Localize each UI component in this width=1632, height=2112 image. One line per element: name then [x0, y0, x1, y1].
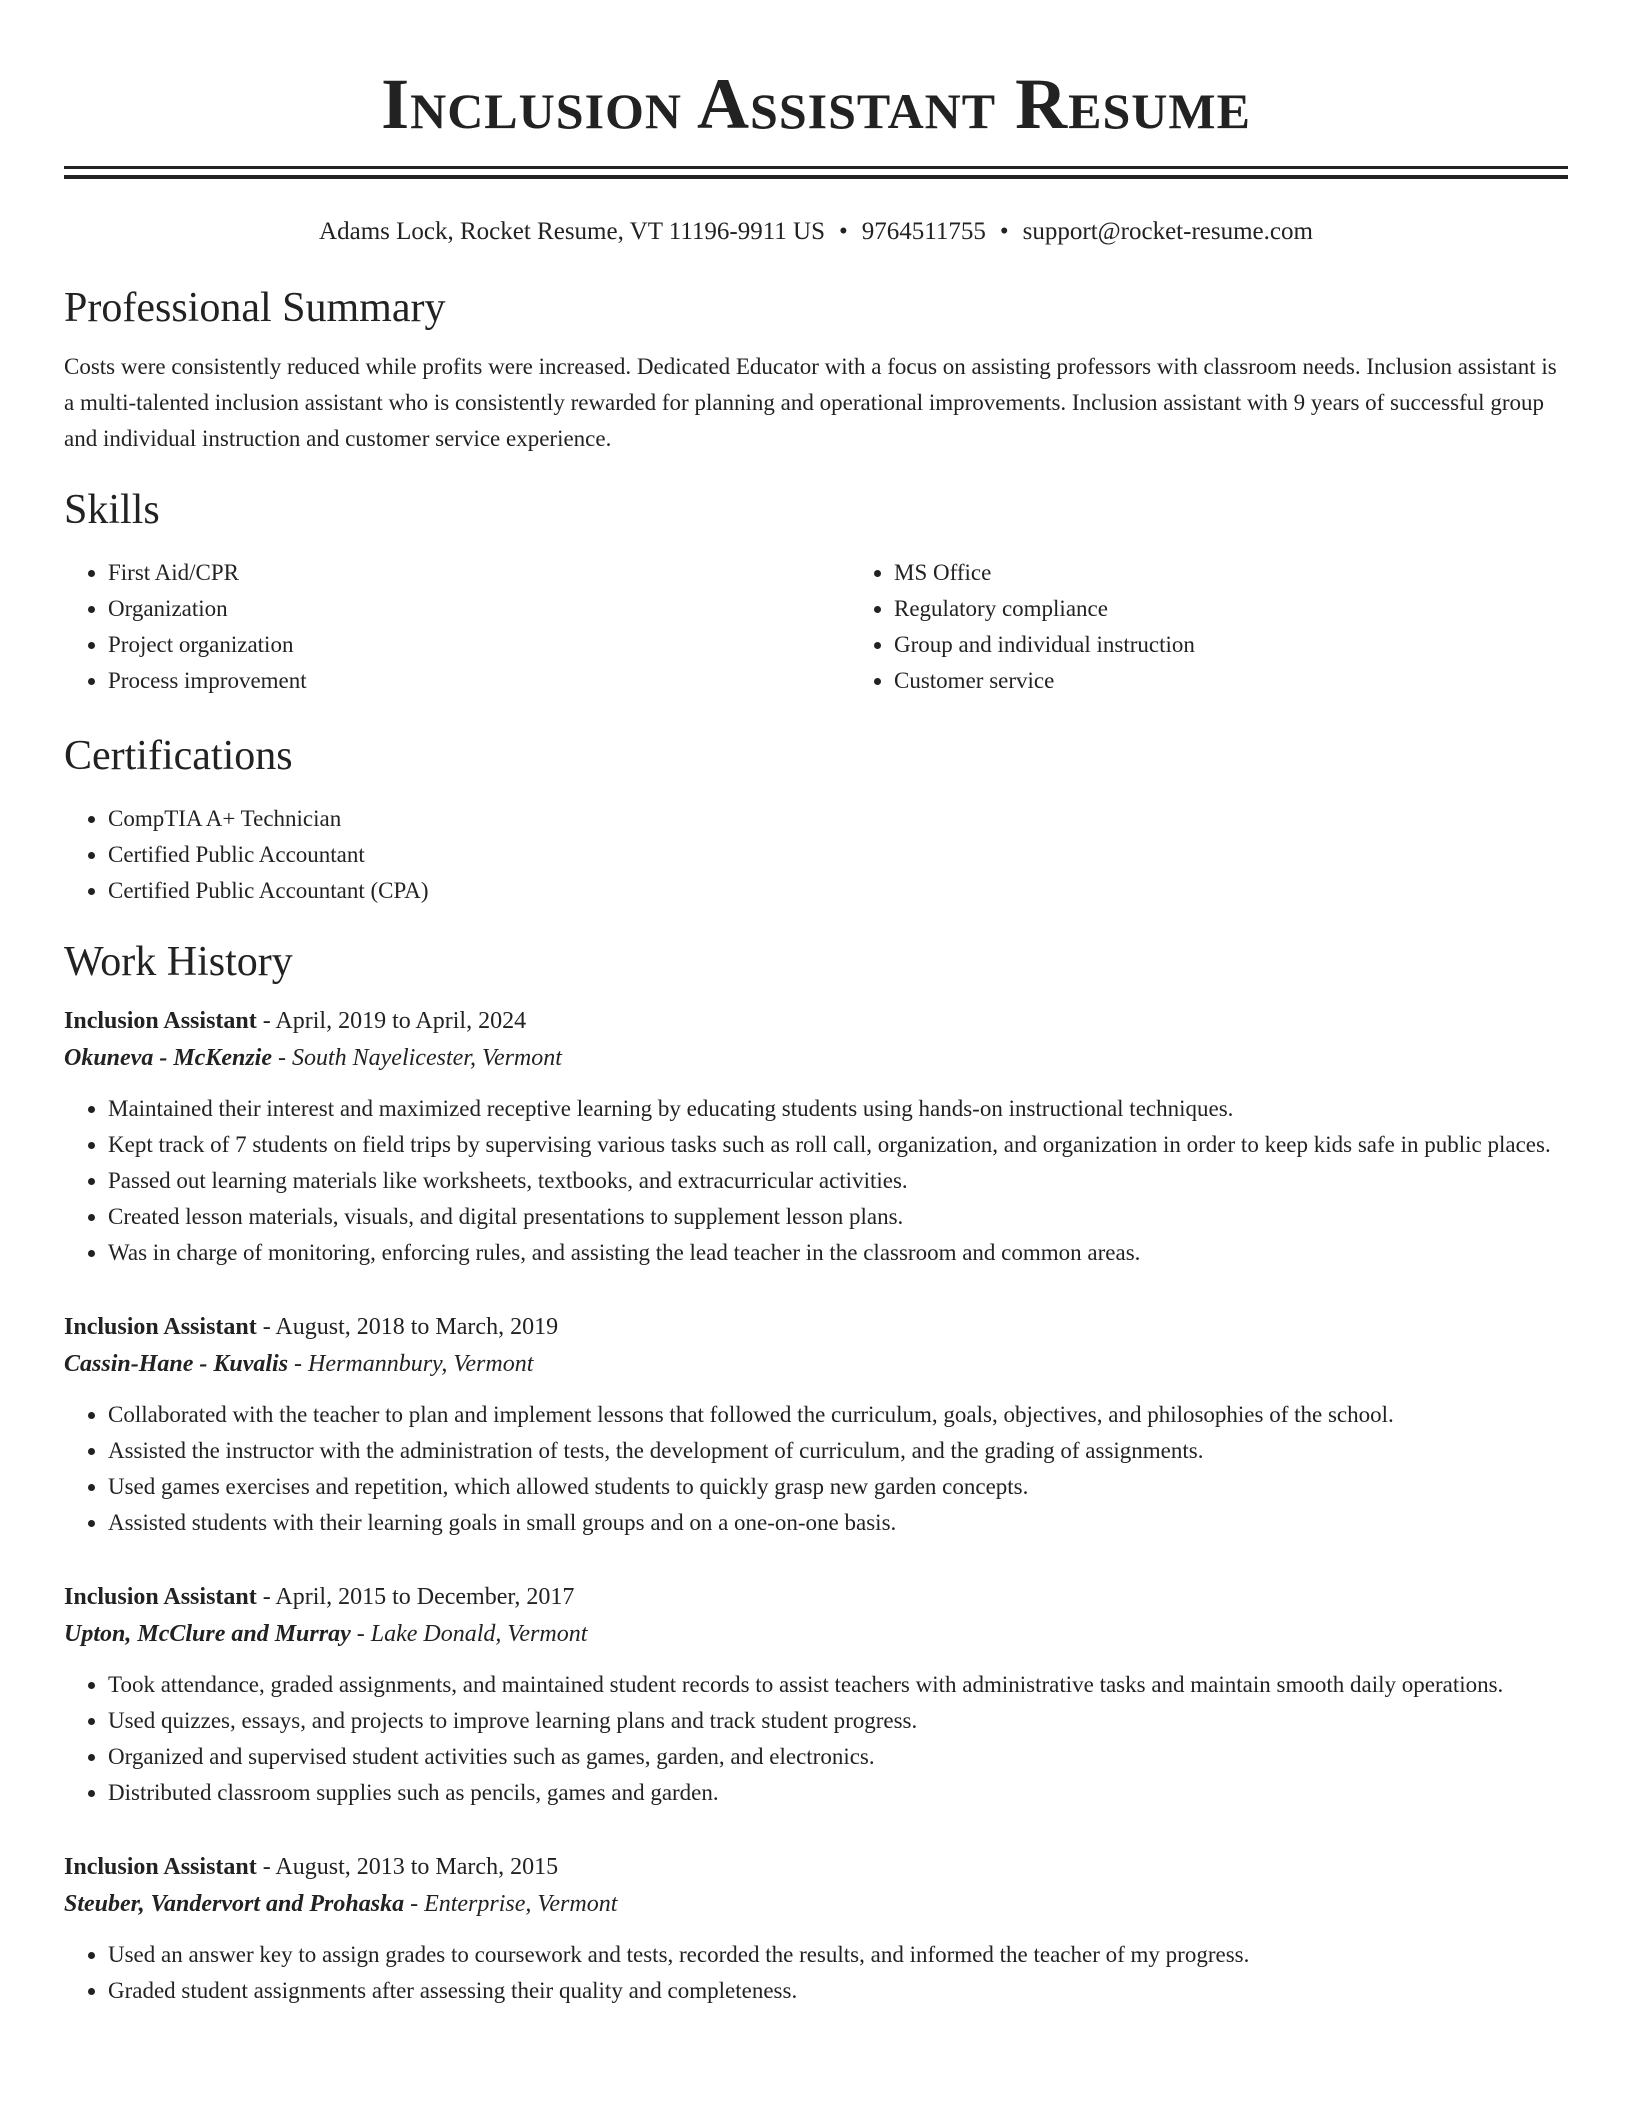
skill-item: • Organization: [108, 591, 850, 627]
job-company: Okuneva - McKenzie: [64, 1045, 272, 1071]
resume-page: [64, 0, 1568, 2009]
job-bullet: • Was in charge of monitoring, enforcing rules, and assisting the lead teacher in the classroom and common areas.: [108, 1235, 1568, 1271]
contact-separator: •: [839, 218, 848, 245]
title-divider-bottom: [64, 175, 1568, 179]
job-bullet: • Assisted the instructor with the administration of tests, the development of curriculum, and the grading of assignments.: [108, 1433, 1568, 1469]
job-dates: - April, 2019 to April, 2024: [256, 1008, 527, 1034]
job-company: Cassin-Hane - Kuvalis: [64, 1351, 289, 1377]
skill-item: • Process improvement: [108, 663, 850, 699]
job-title-line: [64, 1309, 1568, 1345]
job-bullet: • Kept track of 7 students on field trips by supervising various tasks such as roll call, organization, and organization in order to keep kids safe in public places.: [108, 1127, 1568, 1163]
job-dates: - August, 2013 to March, 2015: [256, 1854, 559, 1880]
title-divider-top: [64, 166, 1568, 169]
job-company-line: [64, 1345, 1568, 1383]
contact-separator: •: [999, 218, 1009, 245]
job-bullet: • Distributed classroom supplies such as pencils, games and garden.: [108, 1775, 1568, 1811]
skills-list-right: [850, 555, 1632, 699]
job-bullet: • Passed out learning materials like worksheets, textbooks, and extracurricular activities.: [108, 1163, 1568, 1199]
job-bullet: • Assisted students with their learning goals in small groups and on a one-on-one basis.: [108, 1505, 1568, 1541]
job-bullets: [64, 1091, 1568, 1271]
job-title-line: [64, 1579, 1568, 1615]
job-company-line: [64, 1039, 1568, 1077]
job-dates: - April, 2015 to December, 2017: [256, 1584, 575, 1610]
skill-item: • Regulatory compliance: [894, 591, 1632, 627]
job-bullet: • Graded student assignments after assessing their quality and completeness.: [108, 1973, 1568, 2009]
job-title: Inclusion Assistant: [64, 1314, 257, 1340]
job-title: Inclusion Assistant: [64, 1584, 257, 1610]
job-title: Inclusion Assistant: [64, 1008, 257, 1034]
skills-list-left: [64, 555, 850, 699]
job-bullet: • Collaborated with the teacher to plan and implement lessons that followed the curriculum, goals, objectives, and philosophies of the school.: [108, 1397, 1568, 1433]
contact-address: Adams Lock, Rocket Resume, VT 11196-9911 US: [319, 218, 826, 245]
job-bullets: [64, 1937, 1568, 2009]
job-location: - Lake Donald, Vermont: [350, 1621, 588, 1647]
job-entry: [64, 1309, 1568, 1541]
certification-item: • Certified Public Accountant: [108, 837, 1568, 873]
job-location: - Enterprise, Vermont: [404, 1891, 618, 1917]
job-bullets: [64, 1667, 1568, 1811]
skill-item: • First Aid/CPR: [108, 555, 850, 591]
skill-item: • Group and individual instruction: [894, 627, 1632, 663]
job-entry: [64, 1003, 1568, 1271]
skills-columns: [64, 555, 1568, 699]
job-entry: [64, 1579, 1568, 1811]
job-bullet: • Took attendance, graded assignments, and maintained student records to assist teachers with administrative tasks and maintain smooth daily operations.: [108, 1667, 1568, 1703]
certification-item: • CompTIA A+ Technician: [108, 801, 1568, 837]
job-dates: - August, 2018 to March, 2019: [256, 1314, 559, 1340]
job-entry: [64, 1849, 1568, 2009]
summary-text: Costs were consistently reduced while profits were increased. Dedicated Educator with a focus on assisting professors with classroom needs. Inclusion assistant is a multi-talented inclusion assistant who is consistently rewarded for planning and operational improvements. Inclusion assistant with 9 years of successful group and individual instruction and customer service experience.: [64, 354, 1557, 451]
skill-item: • MS Office: [894, 555, 1632, 591]
resume-title: Inclusion Assistant Resume: [381, 64, 1251, 144]
job-title-line: [64, 1003, 1568, 1039]
skill-item: • Customer service: [894, 663, 1632, 699]
certifications-list: [64, 801, 1568, 909]
job-company-line: [64, 1615, 1568, 1653]
contact-email: support@rocket-resume.com: [1022, 218, 1313, 245]
contact-line: [64, 217, 1568, 247]
summary-heading: Professional Summary: [64, 285, 446, 331]
certification-item: • Certified Public Accountant (CPA): [108, 873, 1568, 909]
job-location: - Hermannbury, Vermont: [288, 1351, 534, 1377]
job-bullet: • Organized and supervised student activities such as games, garden, and electronics.: [108, 1739, 1568, 1775]
job-company-line: [64, 1885, 1568, 1923]
job-bullet: • Maintained their interest and maximized receptive learning by educating students using hands-on instructional techniques.: [108, 1091, 1568, 1127]
skill-item: • Project organization: [108, 627, 850, 663]
job-bullet: • Created lesson materials, visuals, and digital presentations to supplement lesson plans.: [108, 1199, 1568, 1235]
job-company: Upton, McClure and Murray: [64, 1621, 351, 1647]
contact-phone: 9764511755: [861, 218, 986, 245]
job-company: Steuber, Vandervort and Prohaska: [64, 1891, 405, 1917]
job-bullet: • Used an answer key to assign grades to coursework and tests, recorded the results, and informed the teacher of my progress.: [108, 1937, 1568, 1973]
job-title-line: [64, 1849, 1568, 1885]
job-bullets: [64, 1397, 1568, 1541]
work-history-heading: Work History: [64, 939, 293, 985]
job-title: Inclusion Assistant: [64, 1854, 257, 1880]
certifications-heading: Certifications: [64, 733, 293, 779]
job-location: - South Nayelicester, Vermont: [271, 1045, 562, 1071]
job-bullet: • Used games exercises and repetition, which allowed students to quickly grasp new garden concepts.: [108, 1469, 1568, 1505]
skills-heading: Skills: [64, 487, 160, 533]
job-bullet: • Used quizzes, essays, and projects to improve learning plans and track student progress.: [108, 1703, 1568, 1739]
